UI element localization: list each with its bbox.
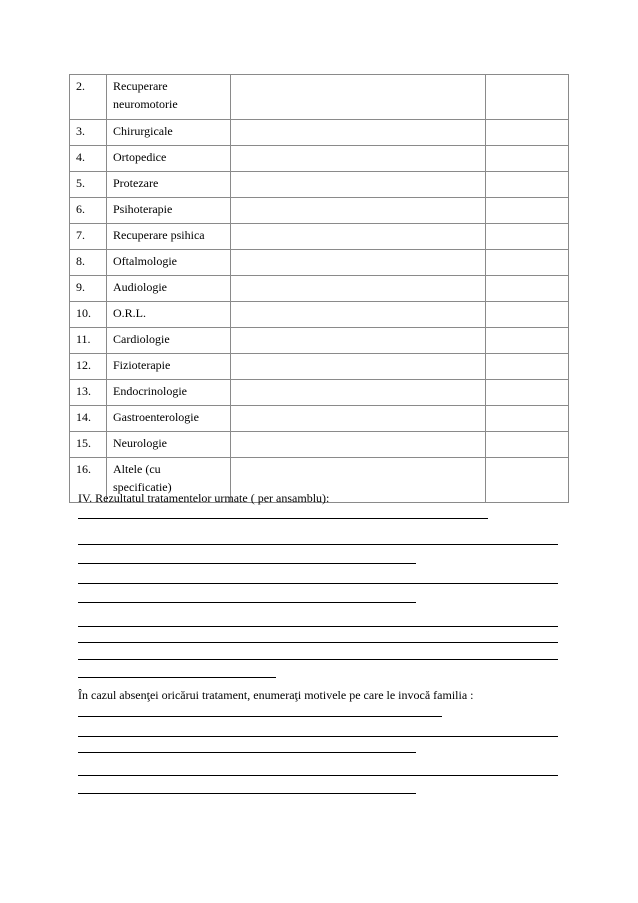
treatment-number: 13.: [70, 380, 107, 406]
treatment-row: [70, 432, 569, 458]
treatment-number: 6.: [70, 198, 107, 224]
treatment-check-cell[interactable]: [486, 406, 569, 432]
treatment-number: 15.: [70, 432, 107, 458]
treatment-details-cell[interactable]: [231, 354, 486, 380]
treatment-name: [107, 380, 231, 406]
treatment-number: 3.: [70, 120, 107, 146]
answer-line[interactable]: [78, 563, 416, 564]
treatment-name-line: Recuperare: [113, 79, 168, 93]
treatment-number: 4.: [70, 146, 107, 172]
answer-line[interactable]: [78, 626, 558, 627]
treatment-details-cell[interactable]: [231, 120, 486, 146]
treatment-check-cell[interactable]: [486, 224, 569, 250]
treatment-row: [70, 302, 569, 328]
treatment-name-line: Protezare: [113, 176, 159, 190]
treatment-details-cell[interactable]: [231, 276, 486, 302]
treatment-name-line: specificatie): [113, 480, 172, 494]
answer-line[interactable]: [78, 736, 558, 737]
treatment-details-cell[interactable]: [231, 224, 486, 250]
treatment-number: 16.: [70, 458, 107, 503]
treatment-name: [107, 432, 231, 458]
treatment-number: 8.: [70, 250, 107, 276]
treatment-row: [70, 224, 569, 250]
treatment-number: 7.: [70, 224, 107, 250]
treatment-row: [70, 354, 569, 380]
treatment-row: [70, 328, 569, 354]
treatment-check-cell[interactable]: [486, 198, 569, 224]
treatment-row: [70, 75, 569, 120]
treatment-name: [107, 172, 231, 198]
treatment-check-cell[interactable]: [486, 302, 569, 328]
treatment-check-cell[interactable]: [486, 146, 569, 172]
treatment-name: [107, 250, 231, 276]
treatment-details-cell[interactable]: [231, 198, 486, 224]
answer-line[interactable]: [78, 602, 416, 603]
treatment-details-cell[interactable]: [231, 172, 486, 198]
treatment-details-cell[interactable]: [231, 250, 486, 276]
treatment-name: [107, 146, 231, 172]
treatment-details-cell[interactable]: [231, 146, 486, 172]
treatment-number: 5.: [70, 172, 107, 198]
treatment-number: 14.: [70, 406, 107, 432]
answer-line[interactable]: [78, 518, 488, 519]
treatment-name: [107, 224, 231, 250]
treatment-name-line: neuromotorie: [113, 97, 178, 111]
treatment-check-cell[interactable]: [486, 75, 569, 120]
treatment-details-cell[interactable]: [231, 432, 486, 458]
treatment-details-cell[interactable]: [231, 328, 486, 354]
treatment-name: [107, 75, 231, 120]
treatment-details-cell[interactable]: [231, 75, 486, 120]
answer-line[interactable]: [78, 716, 442, 717]
treatment-name: [107, 302, 231, 328]
treatment-name-line: Endocrinologie: [113, 384, 187, 398]
treatment-details-cell[interactable]: [231, 380, 486, 406]
treatment-name: [107, 406, 231, 432]
section-iv-heading: IV. Rezultatul tratamentelor urmate ( per ansamblu):: [78, 491, 330, 505]
treatment-name-line: Neurologie: [113, 436, 167, 450]
treatment-row: [70, 198, 569, 224]
treatment-check-cell[interactable]: [486, 276, 569, 302]
treatment-row: [70, 120, 569, 146]
treatment-row: [70, 250, 569, 276]
answer-line[interactable]: [78, 752, 416, 753]
treatment-name-line: Cardiologie: [113, 332, 170, 346]
treatment-name-line: Gastroenterologie: [113, 410, 199, 424]
treatment-row: [70, 276, 569, 302]
treatment-name: [107, 354, 231, 380]
treatment-row: [70, 406, 569, 432]
treatment-details-cell[interactable]: [231, 302, 486, 328]
treatment-check-cell[interactable]: [486, 432, 569, 458]
treatment-name-line: Oftalmologie: [113, 254, 177, 268]
treatment-check-cell[interactable]: [486, 380, 569, 406]
treatments-table: [69, 74, 569, 503]
answer-line[interactable]: [78, 677, 276, 678]
treatment-name-line: Fizioterapie: [113, 358, 171, 372]
answer-line[interactable]: [78, 659, 558, 660]
treatment-name: [107, 198, 231, 224]
treatment-check-cell[interactable]: [486, 250, 569, 276]
treatment-check-cell[interactable]: [486, 328, 569, 354]
absence-reasons-heading: În cazul absenţei oricărui tratament, enumeraţi motivele pe care le invocă familia :: [78, 688, 474, 702]
treatment-name-line: Audiologie: [113, 280, 167, 294]
treatment-name-line: O.R.L.: [113, 306, 146, 320]
treatment-number: 9.: [70, 276, 107, 302]
answer-line[interactable]: [78, 775, 558, 776]
treatment-number: 10.: [70, 302, 107, 328]
treatment-details-cell[interactable]: [231, 406, 486, 432]
treatment-row: [70, 146, 569, 172]
treatment-name-line: Ortopedice: [113, 150, 167, 164]
treatment-name-line: Psihoterapie: [113, 202, 173, 216]
treatment-number: 12.: [70, 354, 107, 380]
treatment-name: [107, 120, 231, 146]
answer-line[interactable]: [78, 642, 558, 643]
treatment-name-line: Recuperare psihica: [113, 228, 205, 242]
treatment-name-line: Altele (cu: [113, 462, 161, 476]
treatment-check-cell[interactable]: [486, 354, 569, 380]
treatment-number: 2.: [70, 75, 107, 120]
answer-line[interactable]: [78, 793, 416, 794]
treatment-row: [70, 172, 569, 198]
treatment-check-cell[interactable]: [486, 120, 569, 146]
treatment-check-cell[interactable]: [486, 172, 569, 198]
treatment-row: [70, 380, 569, 406]
treatment-number: 11.: [70, 328, 107, 354]
answer-line[interactable]: [78, 583, 558, 584]
treatment-name: [107, 276, 231, 302]
treatment-check-cell[interactable]: [486, 458, 569, 503]
treatment-name: [107, 328, 231, 354]
answer-line[interactable]: [78, 544, 558, 545]
treatment-name-line: Chirurgicale: [113, 124, 173, 138]
